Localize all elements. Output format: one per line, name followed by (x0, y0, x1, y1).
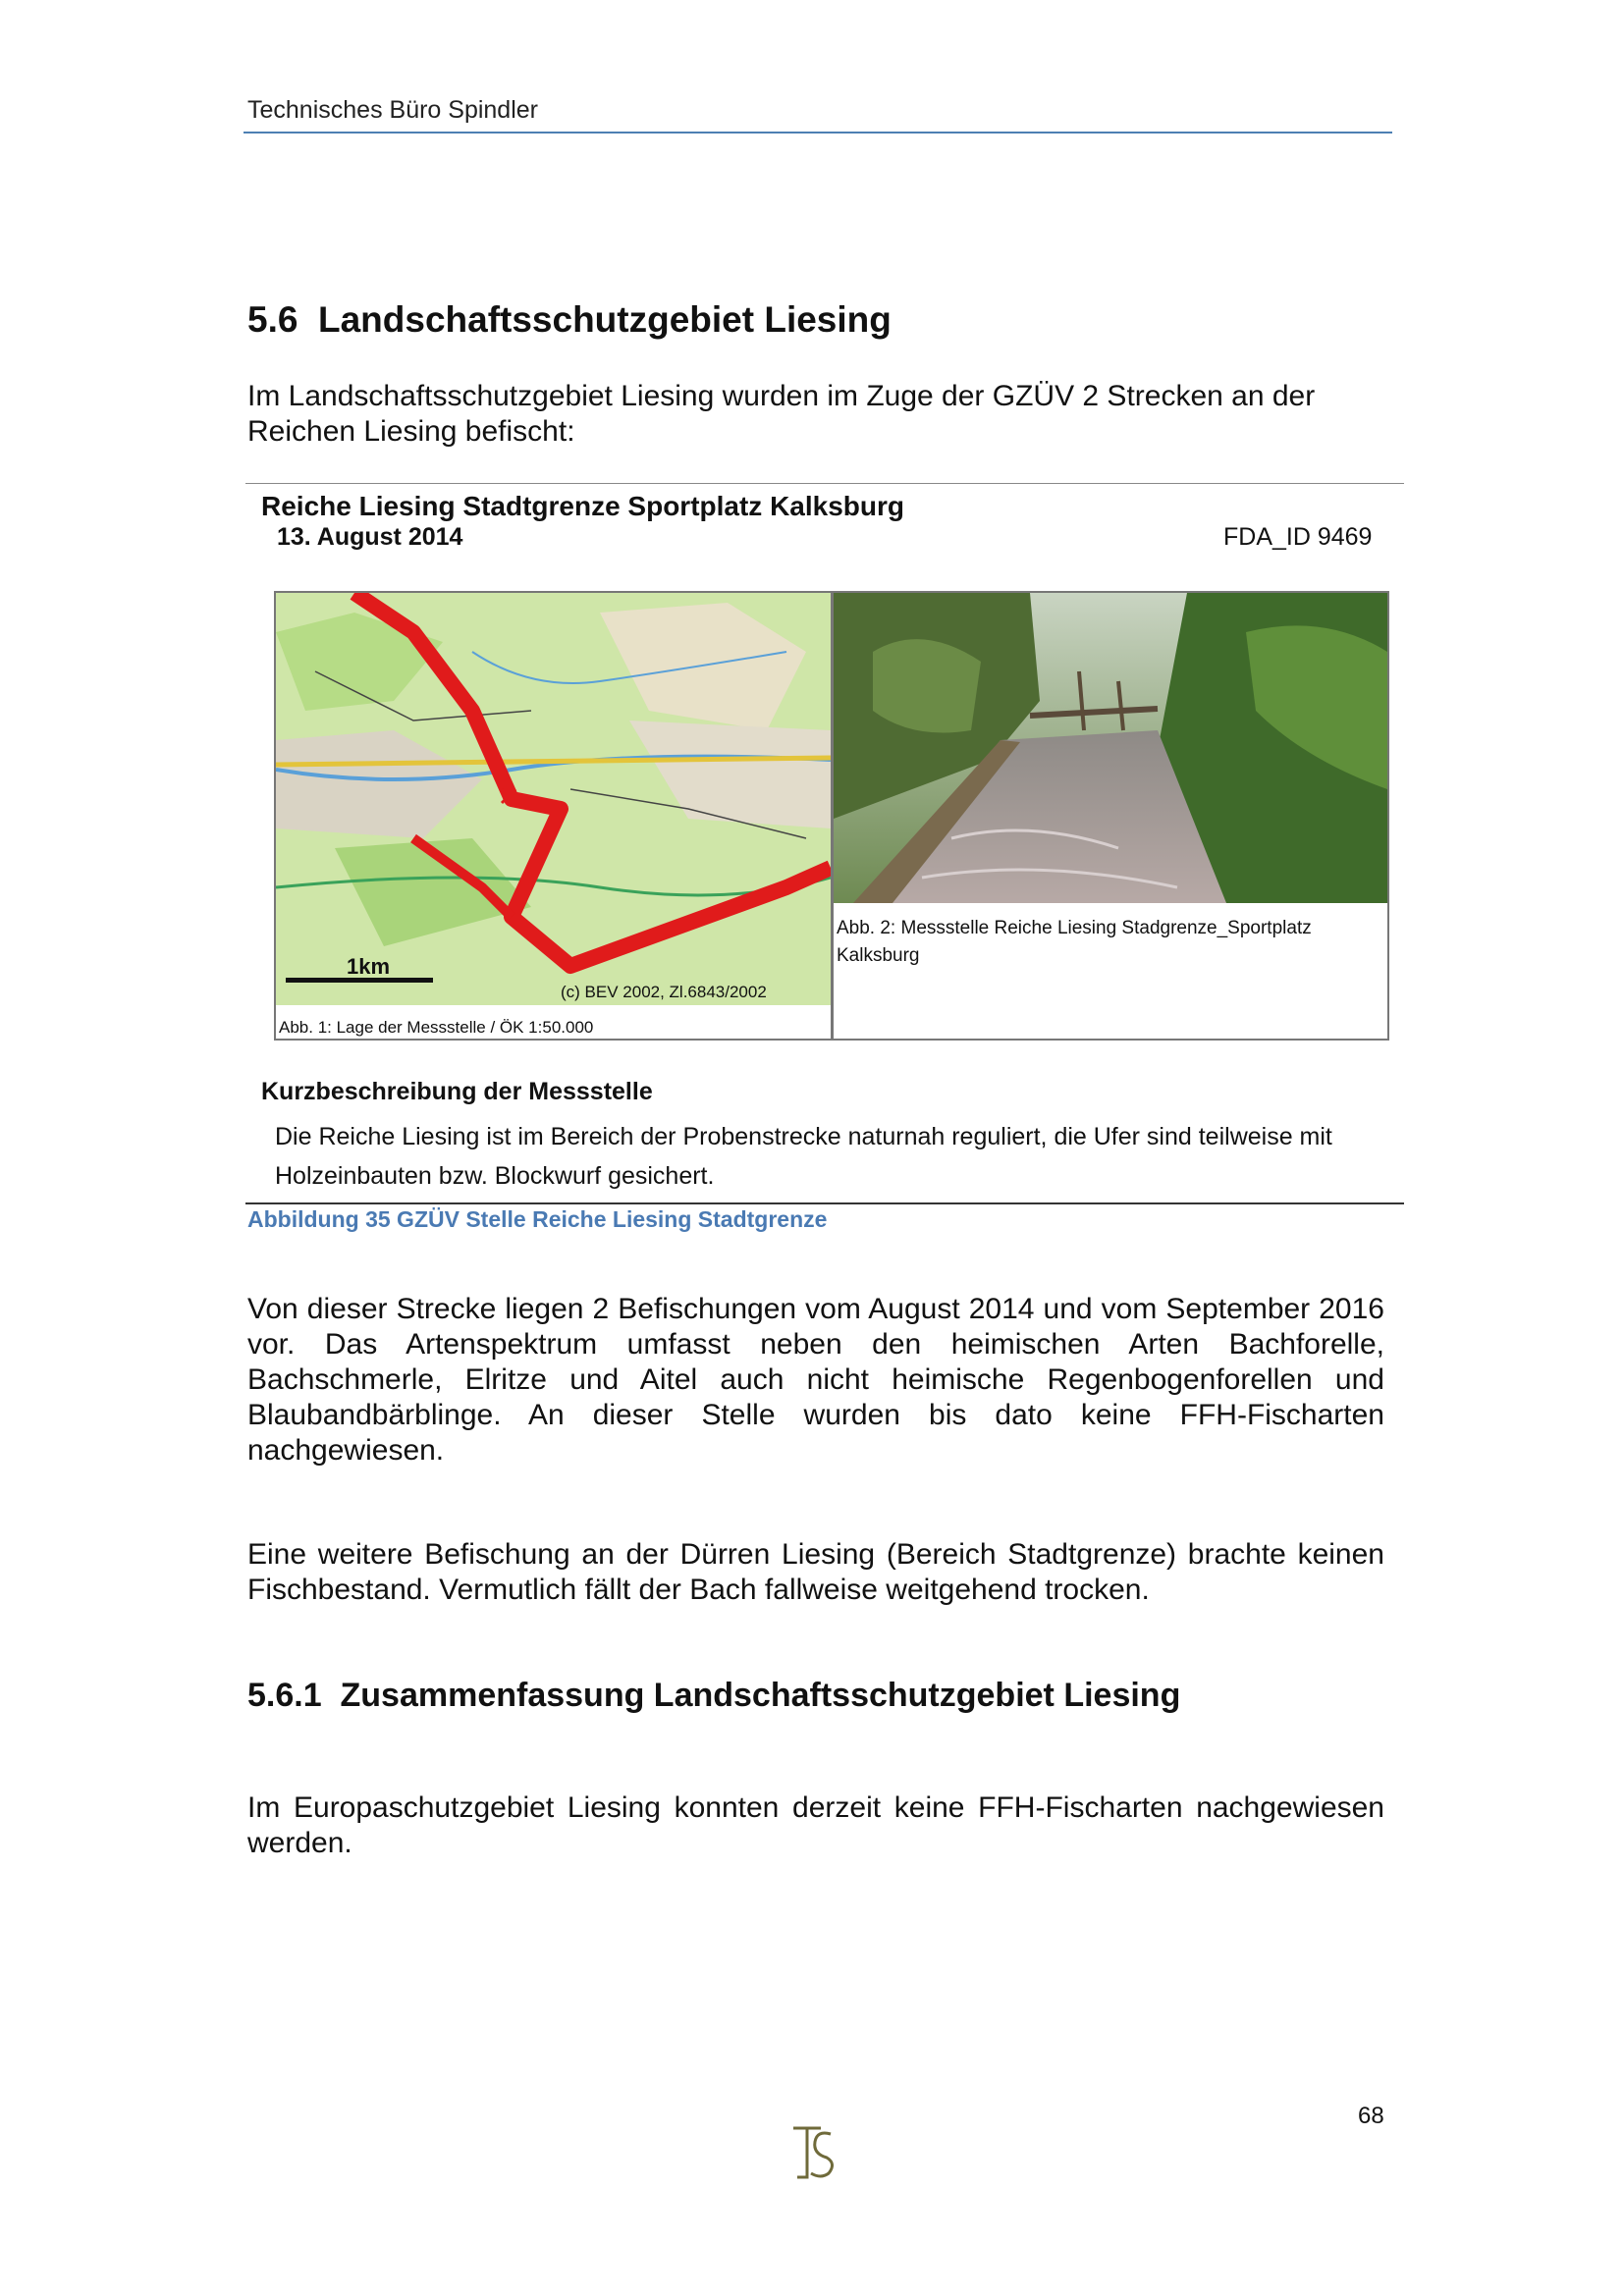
figure-caption: Abbildung 35 GZÜV Stelle Reiche Liesing Stadtgrenze (247, 1206, 828, 1232)
summary-paragraph: Im Europaschutzgebiet Liesing konnten derzeit keine FFH-Fischarten nachgewiesen werden. (247, 1791, 1384, 1859)
figure-top-rule (245, 483, 1404, 484)
header-rule (243, 132, 1392, 133)
subsection-heading: 5.6.1 Zusammenfassung Landschaftsschutzgebiet Liesing (247, 1677, 1181, 1714)
map-caption: Abb. 1: Lage der Messstelle / ÖK 1:50.000 (279, 1018, 594, 1037)
figure-fda-id: FDA_ID 9469 (1223, 523, 1373, 551)
map-copyright: (c) BEV 2002, Zl.6843/2002 (561, 983, 767, 1001)
body-paragraph-1: Von dieser Strecke liegen 2 Befischungen vom August 2014 und vom September 2016 vor. Das Artenspektrum umfasst neben den heimischen Arten Bachforelle, Bachschmerle, Elritze und Aitel auch nicht heimische Regenbogenforellen und Blaubandbärblinge. An dieser Stelle wurden bis dato keine FFH-Fischarten nachgewiesen. (247, 1293, 1384, 1467)
location-map (276, 593, 831, 1005)
kurzbeschreibung-body: Die Reiche Liesing ist im Bereich der Probenstrecke naturnah reguliert, die Ufer sind teilweise mit Holzeinbauten bzw. Blockwurf gesichert. (275, 1123, 1332, 1190)
photo-caption: Abb. 2: Messstelle Reiche Liesing Stadgrenze_Sportplatz Kalksburg (837, 918, 1312, 966)
stream-photo (834, 593, 1387, 903)
intro-paragraph: Im Landschaftsschutzgebiet Liesing wurden im Zuge der GZÜV 2 Strecken an der Reichen Liesing befischt: (247, 380, 1316, 448)
figure-date: 13. August 2014 (277, 523, 463, 551)
page-number: 68 (1358, 2103, 1384, 2129)
kurzbeschreibung-title: Kurzbeschreibung der Messstelle (261, 1078, 653, 1105)
page-header: Technisches Büro Spindler (247, 96, 538, 124)
ts-logo-icon (791, 2124, 837, 2181)
section-heading: 5.6 Landschaftsschutzgebiet Liesing (247, 299, 892, 340)
figure-bottom-rule (245, 1202, 1404, 1204)
body-paragraph-2: Eine weitere Befischung an der Dürren Liesing (Bereich Stadtgrenze) brachte keinen Fischbestand. Vermutlich fällt der Bach fallweise weitgehend trocken. (247, 1538, 1384, 1606)
figure-title: Reiche Liesing Stadtgrenze Sportplatz Kalksburg (261, 491, 905, 521)
map-scale-label: 1km (347, 954, 391, 979)
